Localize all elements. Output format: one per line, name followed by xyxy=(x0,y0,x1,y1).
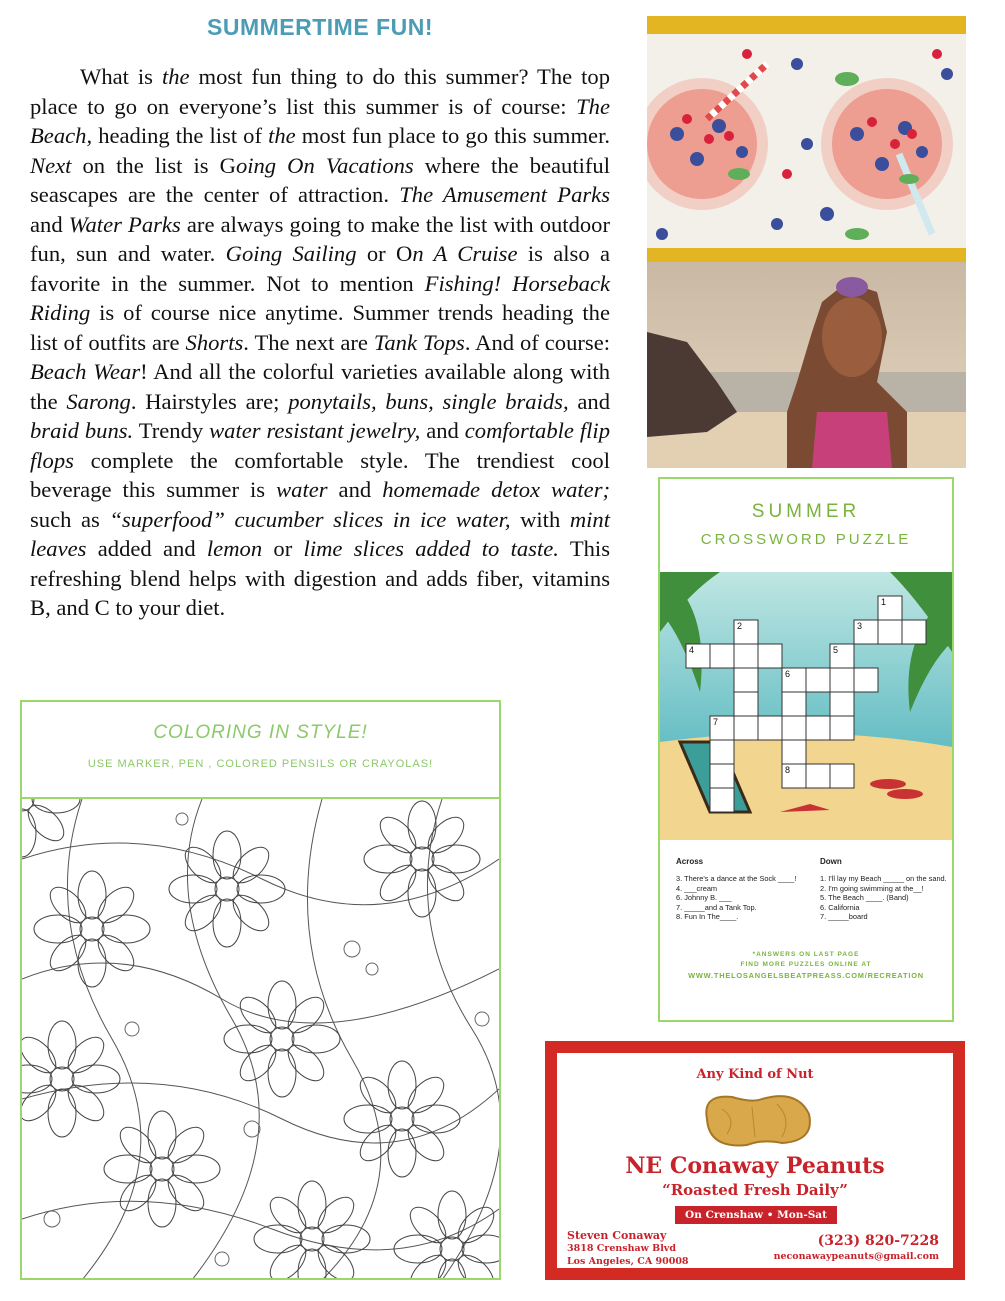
across-clue: 7. _____and a Tank Top. xyxy=(676,902,757,912)
article-emphasis: Next xyxy=(30,152,72,178)
more-puzzles-note: FIND MORE PUZZLES ONLINE AT xyxy=(740,961,872,968)
across-clue: 8. Fun In The____. xyxy=(676,912,739,922)
svg-text:7: 7 xyxy=(713,717,719,727)
svg-text:6: 6 xyxy=(785,669,791,679)
article-emphasis: Tank Tops xyxy=(373,329,465,355)
peanut-ad xyxy=(545,1041,965,1280)
down-clue: 6. California xyxy=(820,902,860,912)
puzzles-url[interactable]: WWW.THELOSANGELSBEATPREASS.COM/RECREATION xyxy=(688,971,924,980)
article-text: is also a favorite in the summer. Not to mention xyxy=(30,241,610,296)
summer-photo-panel xyxy=(647,16,966,468)
article-text: most fun place to go this summer. xyxy=(295,123,610,148)
article-body xyxy=(30,62,610,623)
peanut-image xyxy=(697,1089,817,1149)
article-emphasis: lime slices added to taste. xyxy=(303,536,559,561)
article-emphasis: comfortable flip flops xyxy=(30,418,610,473)
ad-street: 3818 Crenshaw Blvd xyxy=(567,1243,676,1254)
svg-text:1: 1 xyxy=(881,597,887,607)
coloring-section xyxy=(20,700,501,1280)
smoothie-photo xyxy=(647,34,966,248)
crossword-heading: SUMMER xyxy=(751,501,861,522)
article-text: is of course nice anytime. Summer trends heading the list of outfits are xyxy=(30,300,610,355)
article-text: or xyxy=(262,536,304,561)
article-text: most fun thing to do this summer? The top place to go on everyone’s list this summer is of course: xyxy=(30,64,610,119)
article-emphasis: “superfood” cucumber slices in ice water, xyxy=(109,506,511,532)
article-text: and xyxy=(327,477,383,502)
across-clue: 4. ___cream xyxy=(676,883,718,893)
across-clues xyxy=(676,857,796,921)
article-text: and xyxy=(30,211,69,237)
coloring-heading: COLORING IN STYLE! xyxy=(153,722,368,743)
article-emphasis: ponytails, buns, single braids, xyxy=(288,388,569,414)
article-text: What is xyxy=(80,64,162,89)
crossword-puzzle xyxy=(658,477,954,1022)
svg-text:4: 4 xyxy=(689,645,695,655)
article-text: heading the list of xyxy=(92,123,269,148)
across-clue: 6. Johnny B. ___ xyxy=(676,893,732,903)
article-emphasis: The Beach, xyxy=(30,93,610,148)
across-clue: 3. There's a dance at the Sock ____! xyxy=(676,874,797,884)
article-emphasis: mint leaves xyxy=(30,506,610,561)
article-emphasis: water xyxy=(276,477,328,502)
down-title: Down xyxy=(820,857,842,866)
answers-note: *ANSWERS ON LAST PAGE xyxy=(752,951,860,958)
down-clue: 5. The Beach ____. (Band) xyxy=(820,893,909,903)
coloring-instructions: USE MARKER, PEN , COLORED PENSILS OR CRAYOLAS! xyxy=(87,758,434,770)
article-emphasis: water resistant jewelry, xyxy=(209,418,421,443)
svg-text:3: 3 xyxy=(857,621,863,631)
article-emphasis: Fishing! Horseback Riding xyxy=(30,270,611,325)
article-emphasis: the xyxy=(161,64,190,89)
ad-owner: Steven Conaway xyxy=(567,1229,667,1242)
article-emphasis: Water Parks xyxy=(68,211,181,237)
article-emphasis: n A Cruise xyxy=(412,241,518,266)
article-text: Trendy xyxy=(133,418,210,443)
article-title: SUMMERTIME FUN! xyxy=(207,14,433,40)
ad-tagline: Any Kind of Nut xyxy=(696,1067,814,1082)
svg-text:2: 2 xyxy=(737,621,743,631)
article-text: . The next are xyxy=(243,329,374,355)
article-emphasis: Sarong xyxy=(66,388,131,414)
ad-city: Los Angeles, CA 90008 xyxy=(567,1256,689,1267)
article-emphasis: Beach Wear xyxy=(30,359,141,384)
article-emphasis: homemade detox water; xyxy=(382,477,611,502)
down-clue: 1. I'll lay my Beach _____ on the sand. xyxy=(820,874,947,884)
ad-business-name: NE Conaway Peanuts xyxy=(625,1153,885,1179)
article-text: complete the comfortable style. The trendiest cool beverage this summer is xyxy=(30,447,610,502)
crossword-subheading: CROSSWORD PUZZLE xyxy=(700,531,912,548)
article-emphasis: braid buns. xyxy=(30,418,134,443)
svg-text:8: 8 xyxy=(785,765,791,775)
svg-text:5: 5 xyxy=(833,645,839,655)
ad-phone[interactable]: (323) 820-7228 xyxy=(817,1233,939,1249)
gold-stripe xyxy=(647,16,966,34)
article-text: and xyxy=(420,418,465,443)
article-emphasis: oing On Vacations xyxy=(235,152,414,178)
beach-woman-photo xyxy=(647,262,966,468)
crossword-grid-scene xyxy=(660,572,952,840)
article-text: and xyxy=(568,388,610,414)
article-text: on the list is G xyxy=(71,152,236,178)
article-text: added and xyxy=(86,536,207,561)
article-emphasis: the xyxy=(268,123,296,148)
down-clue: 7. _____board xyxy=(820,912,868,922)
article-emphasis: Going Sailing xyxy=(225,241,357,266)
down-clue: 2. I'm going swimming at the__! xyxy=(820,883,924,893)
article-text: such as xyxy=(30,506,110,532)
across-title: Across xyxy=(676,857,704,866)
article-text: or O xyxy=(356,241,413,266)
article-emphasis: Shorts xyxy=(185,329,244,355)
article-emphasis: The Amusement Parks xyxy=(399,182,610,207)
ad-email[interactable]: neconawaypeanuts@gmail.com xyxy=(773,1251,939,1262)
down-clues xyxy=(820,857,947,921)
article-text: with xyxy=(510,506,570,532)
article-emphasis: lemon xyxy=(206,536,263,561)
article-text: ! And all the colorful varieties available along with the xyxy=(30,359,611,414)
ad-hours: On Crenshaw • Mon-Sat xyxy=(675,1206,837,1224)
article-text: This refreshing blend helps with digestion and adds fiber, vitamins B, and C to your diet. xyxy=(30,536,610,620)
article-text: where the beautiful seascapes are the center of attraction. xyxy=(30,152,611,207)
article-text: are always going to make the list with outdoor fun, sun and water. xyxy=(30,211,610,266)
floral-coloring-pattern xyxy=(22,797,499,1280)
article-text: . Hairstyles are; xyxy=(130,388,289,414)
ad-slogan: “Roasted Fresh Daily” xyxy=(662,1181,848,1199)
article-text: . And of course: xyxy=(464,329,610,355)
